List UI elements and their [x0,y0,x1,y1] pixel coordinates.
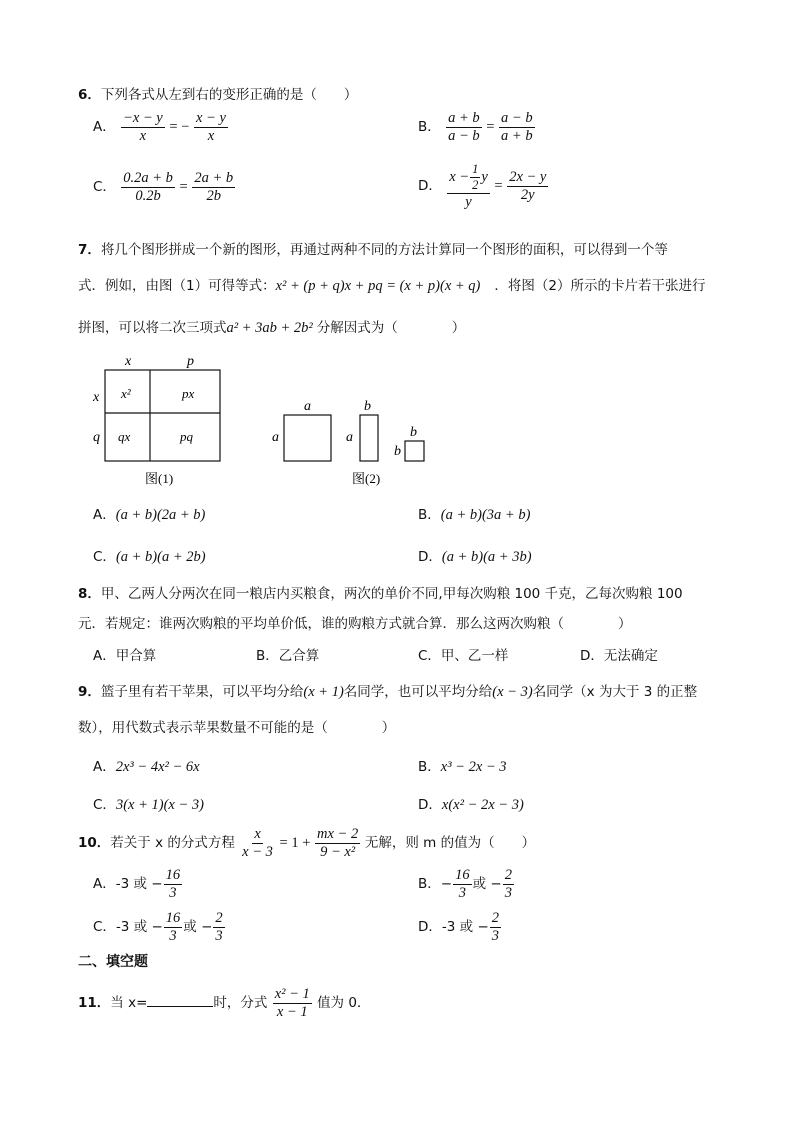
q9-option-a[interactable]: A．2x³ − 4x² − 6x [93,759,200,775]
fraction: $\frac{16}{3}$ [165,867,181,902]
fraction: $\frac{-x - y}{x}$ [123,110,163,145]
fig2-rect-top-b: b [364,399,371,414]
fig1-grid [105,370,220,461]
fig1-cell-px: px [182,386,195,401]
q7-line2: 式．例如，由图（1）可得等式：x² + (p + q)x + pq = (x + p)(x + q) ．将图（2）所示的卡片若干张进行 [78,278,706,294]
q9-line2: 数），用代数式表示苹果数量不可能的是（ ） [78,720,396,736]
fig2-small-left-b: b [394,444,401,459]
q7-option-c[interactable]: C．(a + b)(a + 2b) [93,549,206,565]
fraction: $\frac{2}{3}$ [504,867,512,902]
q10-option-b[interactable]: B．− $\frac{16}{3}$ 或 − $\frac{2}{3}$ [418,867,512,902]
figure-2 [268,395,438,490]
q9-option-d[interactable]: D．x(x² − 2x − 3) [418,797,524,813]
q6-option-d[interactable]: D． x − $\frac{1}{2}$ y y = $\frac{2x - y}{2y}$ [418,162,547,211]
trinomial-formula: a² + 3ab + 2b² [226,320,313,336]
fraction: $\frac{16}{3}$ [165,910,181,945]
q8-line2: 元．若规定：谁两次购粮的平均单价低，谁的购粮方式就合算．那么这两次购粮（ ） [78,616,632,632]
fig1-label-top-p: p [187,354,194,369]
fig1-label-left-q: q [93,430,100,445]
q8-option-c[interactable]: C．甲、乙一样 [418,648,509,664]
q6-option-a[interactable]: A． $\frac{-x - y}{x}$ = − $\frac{x - y}{x}$ [93,110,226,145]
fig2-rect-left-a: a [346,430,353,445]
fraction: $\frac{x - y}{x}$ [195,110,226,145]
fraction: $\frac{a - b}{a + b}$ [501,110,533,145]
q8-line1: 8．甲、乙两人分两次在同一粮店内买粮食，两次的单价不同,甲每次购粮 100 千克，乙每次购粮 100 [78,586,683,602]
q9-option-c[interactable]: C．3(x + 1)(x − 3) [93,797,204,813]
identity-formula: x² + (p + q)x + pq = (x + p)(x + q) [275,278,481,294]
option-label: D． [418,178,442,195]
q9-number: 9． [78,684,101,700]
q11-stem: 11．当 x= 时，分式 $\frac{\text{x² − 1}}{x - 1}$ 值为 0． [78,986,371,1021]
q9-option-b[interactable]: B．x³ − 2x − 3 [418,759,507,775]
q7-option-b[interactable]: B．(a + b)(3a + b) [418,507,531,523]
fig1-label-top-x: x [125,354,132,369]
figure-1 [85,350,235,490]
fig2-rect-ab [360,415,378,461]
q10-option-d[interactable]: D．-3 或 − $\frac{2}{3}$ [418,910,500,945]
fraction: $\frac{\text{x² − 1}}{x - 1}$ [274,986,310,1021]
q7-line3: 拼图，可以将二次三项式a² + 3ab + 2b² 分解因式为（ ） [78,320,466,336]
fraction: $\frac{2}{3}$ [491,910,500,945]
fig1-cell-x2: x² [121,386,131,401]
fig1-cell-qx: qx [118,429,131,444]
fraction: $\frac{x}{x - 3}$ [242,826,273,861]
option-label: A． [93,119,116,136]
answer-blank[interactable] [147,993,213,1007]
option-label: C． [93,179,116,196]
q8-option-b[interactable]: B．乙合算 [256,648,320,664]
fig1-label-left-x: x [93,390,100,405]
fig2-big-top-a: a [304,399,311,414]
fig2-big-left-a: a [272,430,279,445]
q10-option-a[interactable]: A．-3 或 − $\frac{16}{3}$ [93,867,181,902]
q11-number: 11． [78,995,111,1012]
fraction: $\frac{16}{3}$ [455,867,470,902]
q6-option-c[interactable]: C． $\frac{0.2a + b}{0.2b}$ = $\frac{2a + b}{2b}$ [93,170,234,205]
option-label: B． [418,119,441,136]
fraction: $\frac{mx - 2}{\text{9 − x²}}$ [317,826,359,861]
q8-option-a[interactable]: A．甲合算 [93,648,157,664]
fraction: $\frac{0.2a + b}{0.2b}$ [123,170,173,205]
fraction: $\frac{2x - y}{2y}$ [509,169,547,204]
fig2-square-a [284,415,331,461]
fig2-caption: 图(2) [352,471,381,486]
fig2-square-b [405,441,424,461]
fraction: $\frac{2}{3}$ [215,910,223,945]
q10-stem: 10．若关于 x 的分式方程 $\frac{x}{x - 3}$ = 1 + $\frac{mx - 2}{\text{9 − x²}}$ 无解，则 m 的值为（ ） [78,826,536,861]
fraction-half: $\frac{1}{2}$ [472,162,479,193]
section-title: 二、填空题 [78,954,148,970]
q6-stem [78,83,357,103]
q6-number: 6． [78,87,101,103]
q7-number: 7． [78,242,101,258]
fig1-caption: 图(1) [145,471,174,486]
q7-option-a[interactable]: A．(a + b)(2a + b) [93,507,206,523]
q8-number: 8． [78,586,101,602]
q7-option-d[interactable]: D．(a + b)(a + 3b) [418,549,532,565]
fig2-small-top-b: b [410,425,417,440]
q6-option-b[interactable]: B． $\frac{a + b}{a - b}$ = $\frac{a - b}{a + b}$ [418,110,533,145]
q10-number: 10． [78,835,111,852]
q8-option-d[interactable]: D．无法确定 [580,648,658,664]
fig1-cell-pq: pq [180,429,193,444]
fraction: $\frac{2a + b}{2b}$ [194,170,234,205]
q9-line1: 9．篮子里有若干苹果，可以平均分给(x + 1)名同学，也可以平均分给(x − 3)名同学（x 为大于 3 的正整 [78,684,698,700]
q6-text: 下列各式从左到右的变形正确的是（ ） [100,87,358,103]
fraction: $\frac{a + b}{a - b}$ [448,110,480,145]
fraction: x − $\frac{1}{2}$ y y [449,162,488,211]
q10-option-c[interactable]: C．-3 或 − $\frac{16}{3}$ 或 − $\frac{2}{3}$ [93,910,223,945]
q7-line1: 7．将几个图形拼成一个新的图形，再通过两种不同的方法计算同一个图形的面积，可以得到一个等 [78,242,668,258]
